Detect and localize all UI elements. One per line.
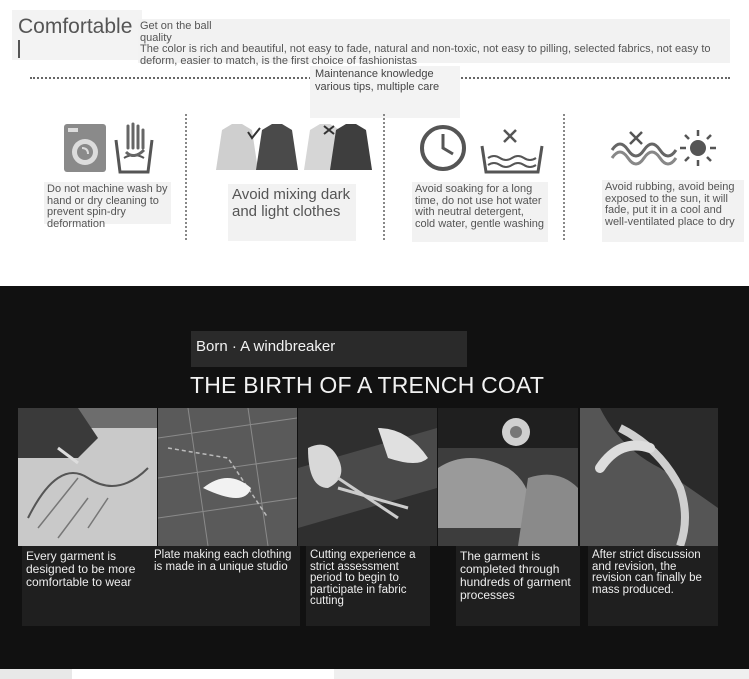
- care-tip-4: Avoid rubbing, avoid being exposed to the sun, it will fade, put it in a cool and well-ventilated place to dry: [602, 180, 744, 242]
- footer-block: [334, 669, 749, 679]
- maintenance-title: Maintenance knowledge: [315, 68, 434, 80]
- separate-dark-light-clothes-icon: [212, 120, 372, 179]
- sewing-machine-photo: [438, 408, 578, 546]
- column-separator: [185, 114, 187, 240]
- no-rubbing-no-sun-icon: [608, 128, 720, 177]
- sketch-design-photo: [18, 408, 157, 546]
- care-tip-1: Do not machine wash by hand or dry cleaning to prevent spin-dry deformation: [44, 182, 171, 224]
- text-caret: [18, 40, 20, 58]
- footer-strip: [0, 669, 749, 679]
- care-title-box: [12, 10, 142, 60]
- care-section: [0, 0, 749, 286]
- maintenance-subtitle: various tips, multiple care: [315, 81, 440, 93]
- craft-step-3: Cutting experience a strict assessment period to begin to participate in fabric cutting: [306, 546, 430, 626]
- fabric-cutting-photo: [298, 408, 437, 546]
- no-soaking-icon: [418, 124, 548, 183]
- craft-step-2: Plate making each clothing is made in a unique studio: [150, 546, 300, 626]
- craft-step-4: The garment is completed through hundreds of garment processes: [456, 546, 580, 626]
- column-separator: [563, 114, 565, 240]
- craft-step-5: After strict discussion and revision, the revision can finally be mass produced.: [588, 546, 718, 626]
- care-intro: [138, 19, 730, 67]
- care-title: Comfortable: [18, 15, 133, 38]
- intro-body: The color is rich and beautiful, not easy to fade, natural and non-toxic, not easy to pilling, selected fabrics, not easy to deform, easier to match, is the first choice of fashionistas: [140, 43, 711, 67]
- care-tip-3: Avoid soaking for a long time, do not use hot water with neutral detergent, cold water, gentle washing: [412, 182, 548, 242]
- craft-headline: THE BIRTH OF A TRENCH COAT: [190, 372, 545, 398]
- column-separator: [383, 114, 385, 240]
- no-machine-wash-icon: [62, 122, 166, 181]
- care-tip-2: Avoid mixing dark and light clothes: [228, 184, 356, 241]
- maintenance-label: [310, 66, 460, 118]
- craft-step-1: Every garment is designed to be more comfortable to wear: [22, 546, 150, 626]
- tape-measure-photo: [580, 408, 718, 546]
- footer-block: [0, 669, 72, 679]
- intro-headline: Get on the ball quality: [140, 20, 212, 44]
- pattern-plate-making-photo: [158, 408, 297, 546]
- craft-subtitle: Born · A windbreaker: [191, 331, 467, 367]
